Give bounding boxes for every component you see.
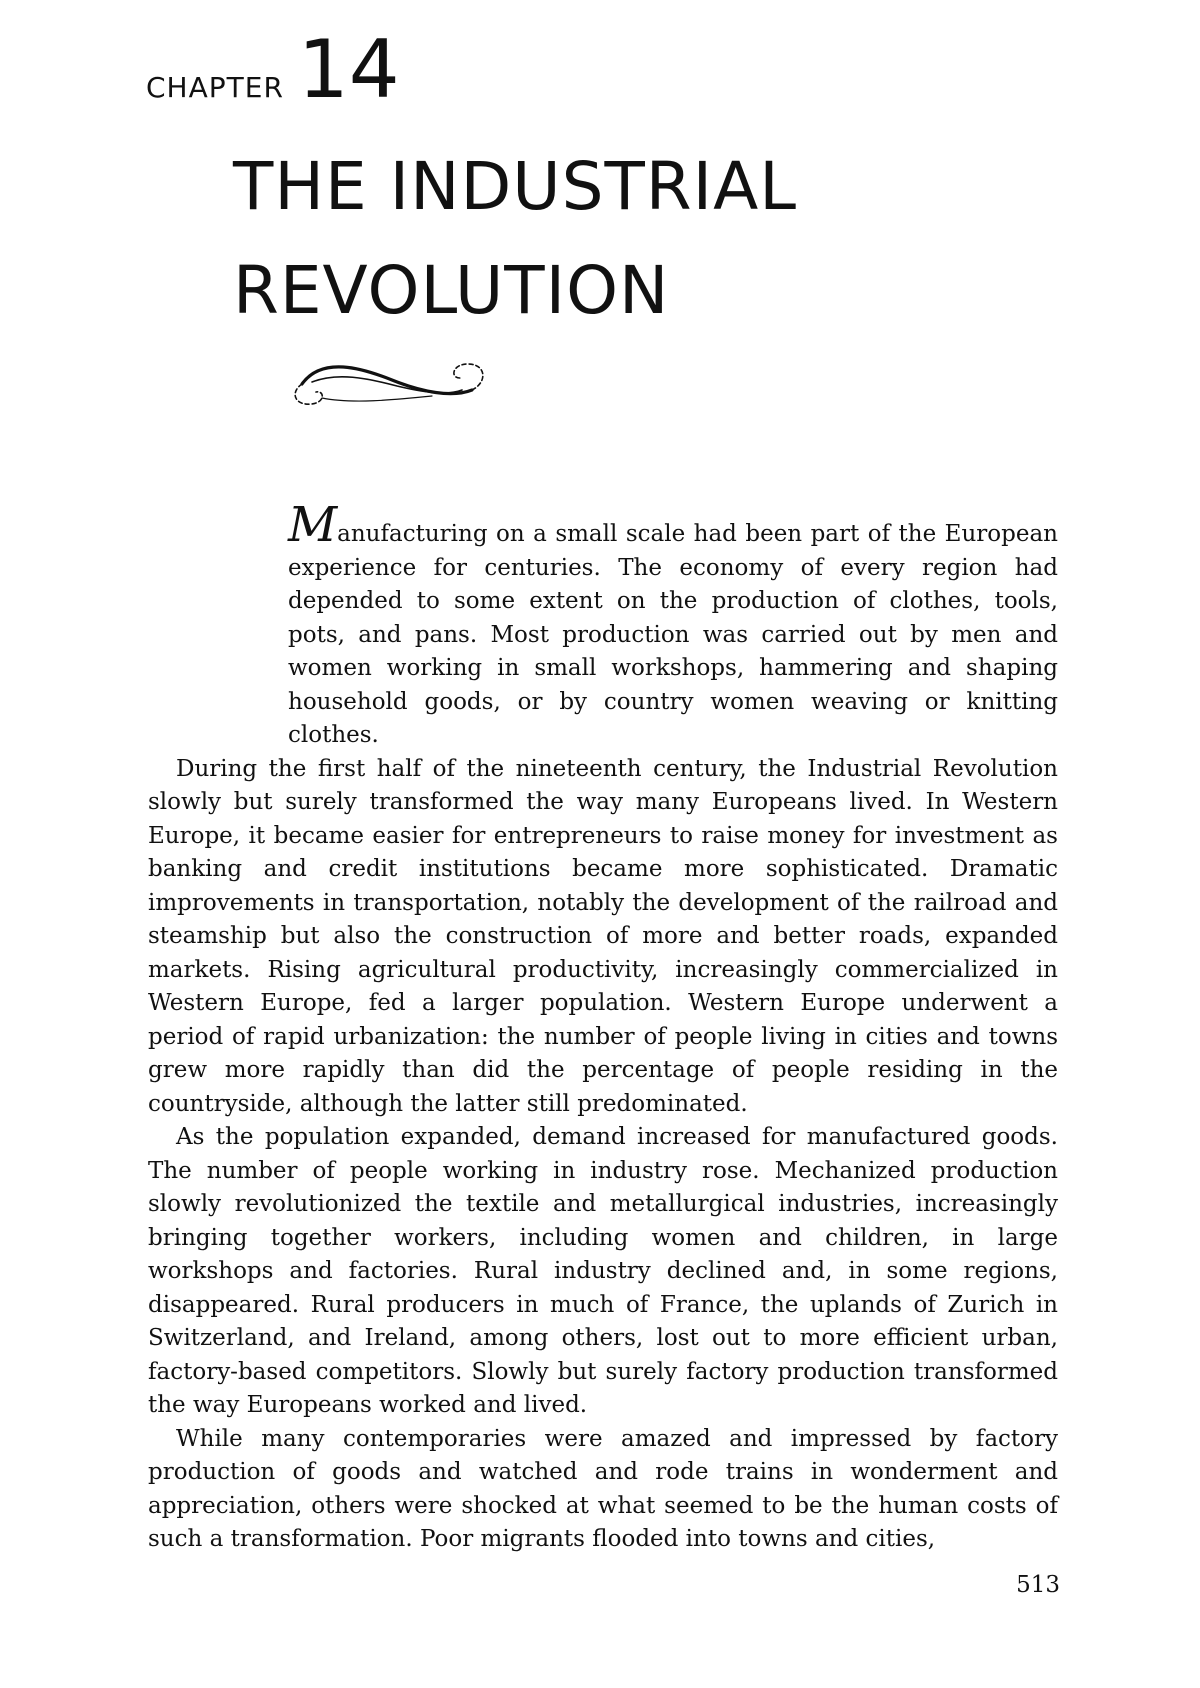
chapter-label: CHAPTER xyxy=(146,71,284,104)
drop-cap: M xyxy=(288,497,338,553)
scroll-flourish-icon xyxy=(282,346,498,416)
paragraph-1 xyxy=(148,497,1058,753)
drop-cap-line xyxy=(148,497,1058,753)
paragraph-3: As the population expanded, demand increased for manufactured goods. The number of people working in industry rose. Mechanized production slowly revolutionized the textile and metallurgical industries, increasingly bringing together workers, including women and children, in large workshops and factories. Rural industry declined and, in some regions, disappeared. Rural producers in much of France, the uplands of Zurich in Switzerland, and Ireland, among others, lost out to more efficient urban, factory-based competitors. Slowly but surely factory production transformed the way Europeans worked and lived. xyxy=(148,1124,1058,1418)
chapter-title-line-2: REVOLUTION xyxy=(233,252,670,329)
chapter-title xyxy=(233,135,797,343)
chapter-title-line-1: THE INDUSTRIAL xyxy=(233,148,798,225)
chapter-heading xyxy=(146,23,400,116)
paragraph-4: While many contemporaries were amazed and impressed by factory production of goods and watched and rode trains in wonderment and appreciation, others were shocked at what seemed to be the human costs of such a transformation. Poor migrants flooded into towns and cities, xyxy=(148,1425,1058,1552)
paragraph-1-text: anufacturing on a small scale had been part of the European experience for centuries. The economy of every region had depended to some extent on the production of clothes, tools, pots, and pans. Most production was carried out by men and women working in small workshops, hammering and shaping household goods, or by country women weaving or knitting clothes. xyxy=(288,521,1058,748)
page-number: 513 xyxy=(1016,1572,1060,1598)
chapter-number: 14 xyxy=(297,23,400,116)
paragraph-2: During the first half of the nineteenth century, the Industrial Revolution slowly but surely transformed the way many Europeans lived. In Western Europe, it became easier for entrepreneurs to raise money for investment as banking and credit institutions became more sophisticated. Dramatic improvements in transportation, notably the development of the railroad and steamship but also the construction of more and better roads, expanded markets. Rising agricultural productivity, increasingly commercialized in Western Europe, fed a larger population. Western Europe underwent a period of rapid urbanization: the number of people living in cities and towns grew more rapidly than did the percentage of people residing in the countryside, although the latter still predominated. xyxy=(148,755,1058,1117)
body-text xyxy=(148,497,1058,1557)
